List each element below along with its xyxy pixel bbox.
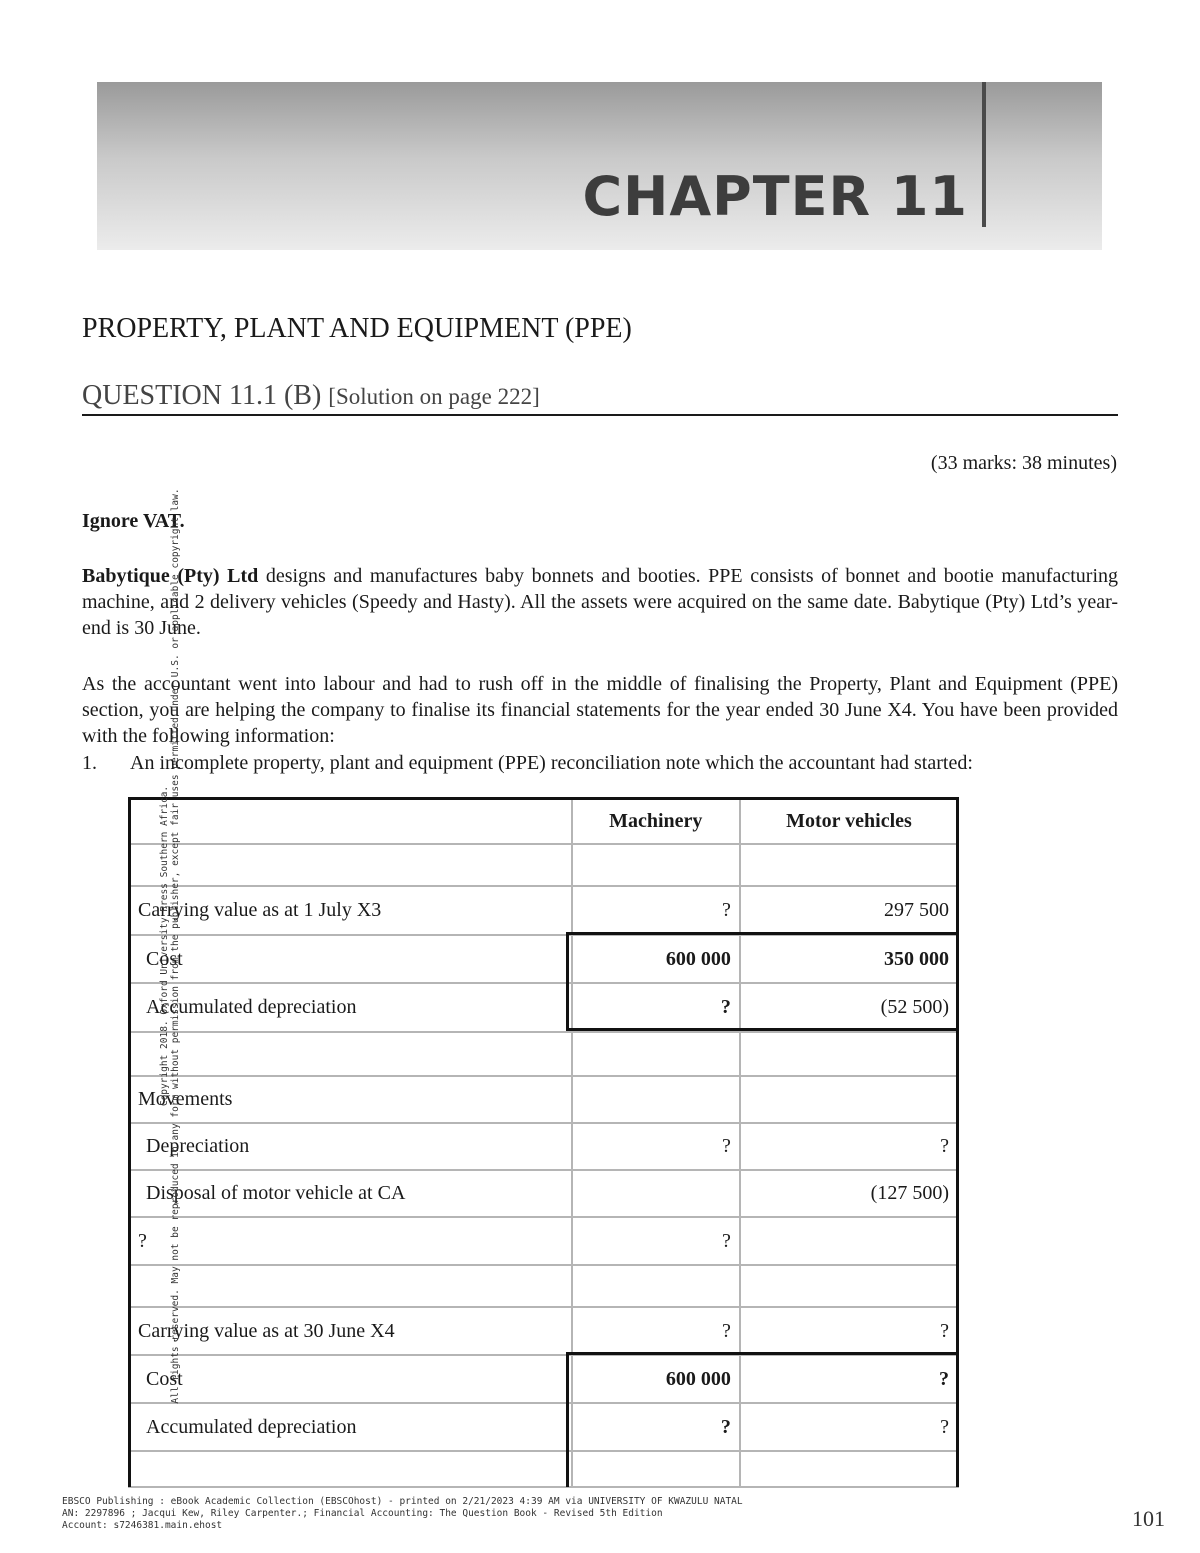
table-row xyxy=(129,1217,958,1265)
page-number: 101 xyxy=(1132,1506,1165,1531)
machinery-cell xyxy=(572,844,740,886)
header-motor-vehicles: Motor vehicles xyxy=(740,798,958,844)
motor-vehicles-cell: ? xyxy=(740,1123,958,1170)
copyright-line-2: All rights reserved. May not be reproduced in any form without permission from the publisher, except fair uses permitted under U.S. or applicable copyright law. xyxy=(170,488,181,1404)
row-label: ? xyxy=(129,1217,572,1265)
chapter-title: CHAPTER 11 xyxy=(582,165,968,228)
table-row xyxy=(129,1170,958,1217)
motor-vehicles-cell xyxy=(740,1032,958,1076)
motor-vehicles-cell: (127 500) xyxy=(740,1170,958,1217)
motor-vehicles-cell: ? xyxy=(740,1403,958,1451)
machinery-cell: ? xyxy=(572,983,740,1032)
paragraph-company-text: designs and manufactures baby bonnets and booties. PPE consists of bonnet and bootie manufacturing machine, and 2 delivery vehicles (Speedy and Hasty). All the assets were acquired on the same date. Babytique (Pty) Ltd’s year-end is 30 June. xyxy=(82,565,1118,639)
copyright-line-1: Copyright 2018. Oxford University Press Southern Africa. xyxy=(159,785,170,1107)
question-heading xyxy=(82,380,1118,416)
footer-line-2: AN: 2297896 ; Jacqui Kew, Riley Carpenter.; Financial Accounting: The Question Book - Revised 5th Edition xyxy=(62,1508,663,1519)
footer-line-3: Account: s7246381.main.ehost xyxy=(62,1520,223,1531)
row-label: Disposal of motor vehicle at CA xyxy=(129,1170,572,1217)
table-header-row xyxy=(129,798,958,844)
motor-vehicles-cell: 350 000 xyxy=(740,935,958,983)
header-blank xyxy=(129,798,572,844)
machinery-cell: ? xyxy=(572,1403,740,1451)
table-row xyxy=(129,1355,958,1403)
motor-vehicles-cell xyxy=(740,844,958,886)
machinery-cell xyxy=(572,1032,740,1076)
header-machinery: Machinery xyxy=(572,798,740,844)
copyright-notice xyxy=(159,446,181,1446)
machinery-cell xyxy=(572,1451,740,1487)
row-label: Accumulated depreciation xyxy=(129,1403,572,1451)
table-row xyxy=(129,935,958,983)
marks-time: (33 marks: 38 minutes) xyxy=(930,452,1117,474)
list-text: An incomplete property, plant and equipment (PPE) reconciliation note which the accountant had started: xyxy=(130,752,973,774)
row-label: Depreciation xyxy=(129,1123,572,1170)
motor-vehicles-cell xyxy=(740,1265,958,1307)
motor-vehicles-cell: ? xyxy=(740,1355,958,1403)
row-label xyxy=(129,844,572,886)
table-row xyxy=(129,1123,958,1170)
row-label: Cost xyxy=(129,1355,572,1403)
machinery-cell xyxy=(572,1265,740,1307)
table-row xyxy=(129,1076,958,1123)
motor-vehicles-cell xyxy=(740,1451,958,1487)
motor-vehicles-cell: 297 500 xyxy=(740,886,958,935)
machinery-cell xyxy=(572,1076,740,1123)
row-label xyxy=(129,1032,572,1076)
machinery-cell: ? xyxy=(572,1307,740,1355)
section-title: PROPERTY, PLANT AND EQUIPMENT (PPE) xyxy=(82,313,632,344)
instruction xyxy=(82,508,1118,534)
paragraph-company xyxy=(82,563,1118,641)
instruction-text: Ignore VAT. xyxy=(82,510,185,532)
table-row xyxy=(129,886,958,935)
machinery-cell xyxy=(572,1170,740,1217)
row-label xyxy=(129,1451,572,1487)
machinery-cell: ? xyxy=(572,886,740,935)
paragraph-context: As the accountant went into labour and had to rush off in the middle of finalising the Property, Plant and Equipment (PPE) section, you are helping the company to finalise its financial statements for the year ended 30 June X4. You have been provided with the following information: xyxy=(82,673,1118,747)
footer-line-1: EBSCO Publishing : eBook Academic Collection (EBSCOhost) - printed on 2/21/2023 4:39 AM via UNIVERSITY OF KWAZULU NATAL xyxy=(62,1496,743,1507)
table-row xyxy=(129,1307,958,1355)
machinery-cell: ? xyxy=(572,1123,740,1170)
row-label: Carrying value as at 30 June X4 xyxy=(129,1307,572,1355)
machinery-cell: 600 000 xyxy=(572,935,740,983)
list-number: 1. xyxy=(82,752,97,774)
table-row xyxy=(129,983,958,1032)
row-label xyxy=(129,1265,572,1307)
company-name: Babytique (Pty) Ltd xyxy=(82,565,259,587)
solution-reference: [Solution on page 222] xyxy=(328,384,540,409)
list-item-1 xyxy=(82,750,1118,776)
motor-vehicles-cell: (52 500) xyxy=(740,983,958,1032)
table-row xyxy=(129,1265,958,1307)
row-label: Accumulated depreciation xyxy=(129,983,572,1032)
table-row xyxy=(129,844,958,886)
row-label: Movements xyxy=(129,1076,572,1123)
machinery-cell: 600 000 xyxy=(572,1355,740,1403)
row-label: Cost xyxy=(129,935,572,983)
ppe-reconciliation-table xyxy=(128,797,959,1488)
banner-rule xyxy=(982,82,986,227)
machinery-cell: ? xyxy=(572,1217,740,1265)
table-row xyxy=(129,1451,958,1487)
motor-vehicles-cell: ? xyxy=(740,1307,958,1355)
motor-vehicles-cell xyxy=(740,1076,958,1123)
table-row xyxy=(129,1403,958,1451)
table-row xyxy=(129,1032,958,1076)
row-label: Carrying value as at 1 July X3 xyxy=(129,886,572,935)
question-title: QUESTION 11.1 (B) xyxy=(82,380,322,411)
motor-vehicles-cell xyxy=(740,1217,958,1265)
footer xyxy=(62,1496,743,1532)
